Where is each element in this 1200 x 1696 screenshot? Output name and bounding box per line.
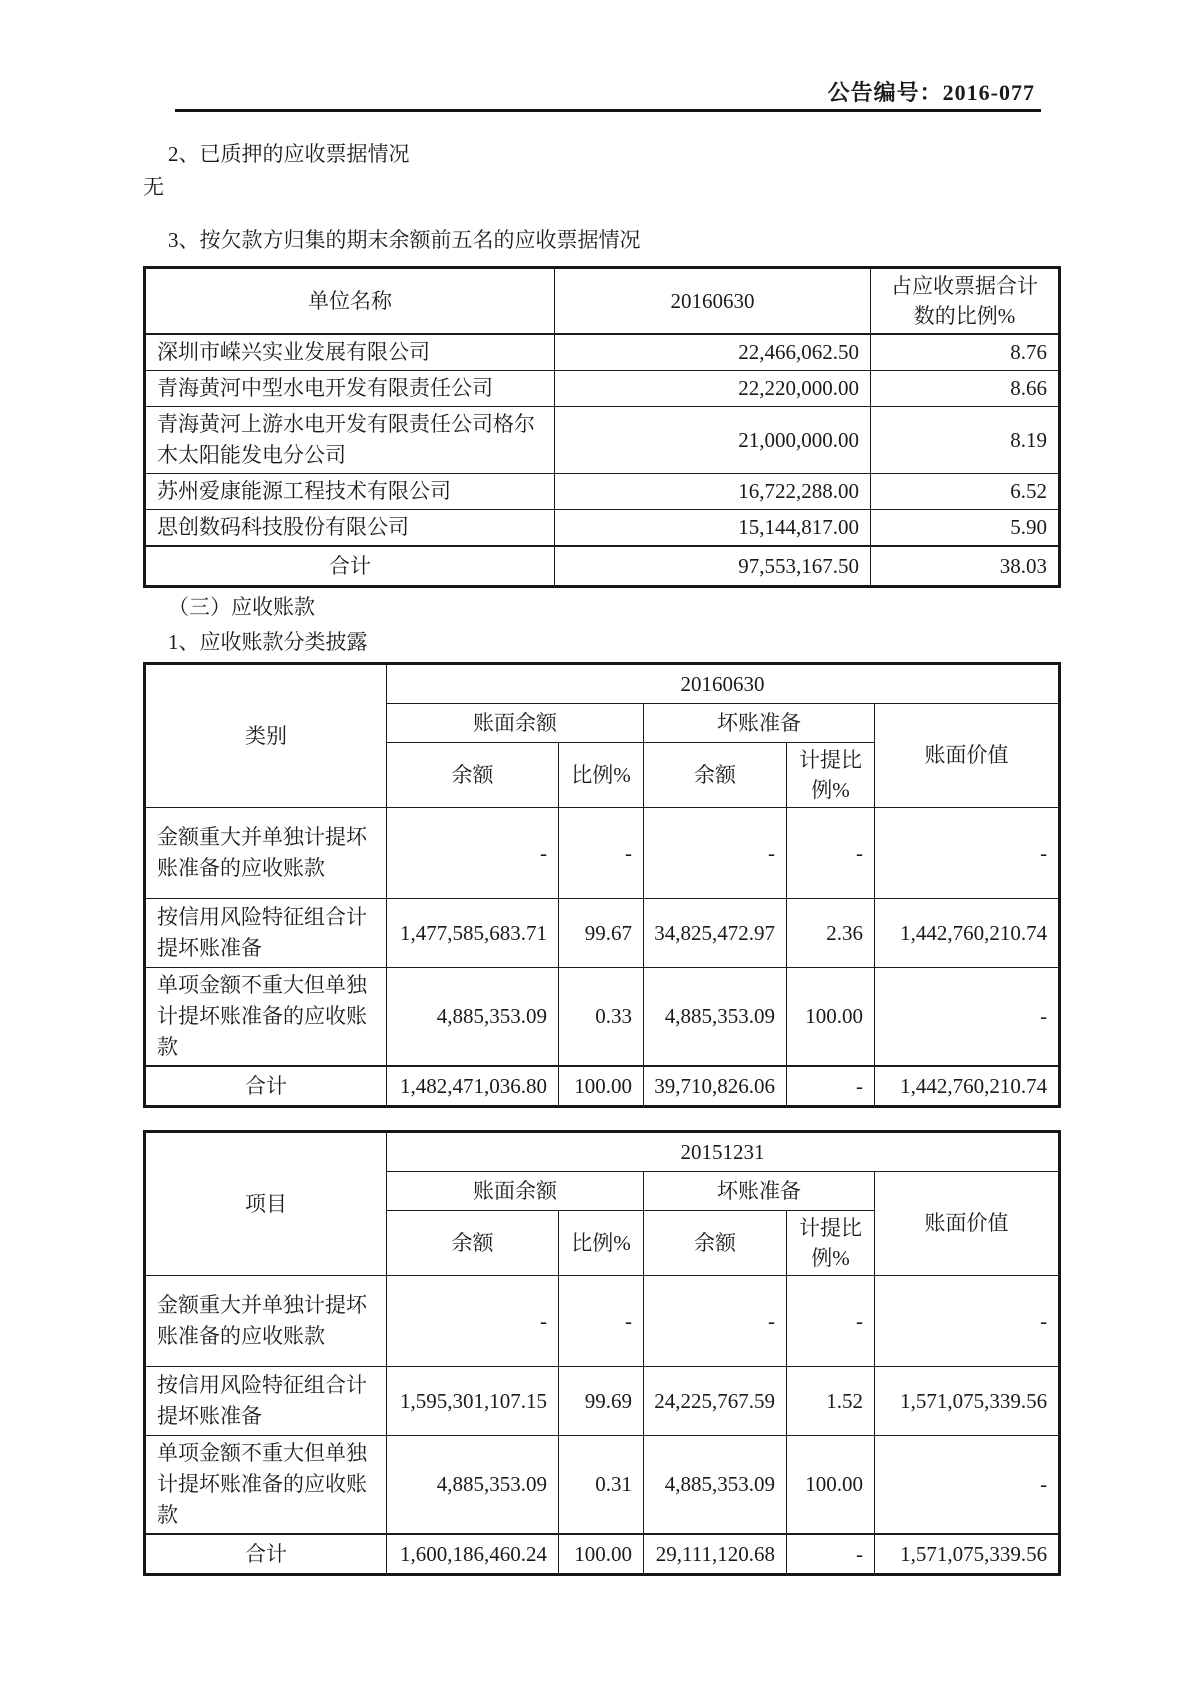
amount-cell: 21,000,000.00 [555,407,871,474]
book-value-cell: 1,442,760,210.74 [875,1066,1060,1107]
doc-number: 公告编号：2016-077 [827,80,1035,105]
category-cell: 按信用风险特征组合计提坏账准备 [145,899,387,968]
balance-header: 余额 [387,1211,559,1276]
pct-header: 比例% [559,743,644,808]
balance-cell: 1,600,186,460.24 [387,1534,559,1575]
ratio-cell: 5.90 [871,510,1060,547]
company-cell: 思创数码科技股份有限公司 [145,510,555,547]
receivables-heading: （三）应收账款 [168,595,315,619]
total-row [145,1534,1060,1575]
pct-cell: 99.67 [559,899,644,968]
bad-debt-cell: 4,885,353.09 [644,968,787,1067]
amount-cell: 22,220,000.00 [555,371,871,407]
book-value-cell: - [875,968,1060,1067]
book-value-cell: - [875,1436,1060,1535]
balance-cell: 1,595,301,107.15 [387,1367,559,1436]
table-row [145,474,1060,510]
balance-cell: - [387,808,559,899]
section-3-title: 3、按欠款方归集的期末余额前五名的应收票据情况 [168,228,641,252]
total-label-cell: 合计 [145,546,555,587]
item-cell: 按信用风险特征组合计提坏账准备 [145,1367,387,1436]
table-row [145,407,1060,474]
book-value-header: 账面价值 [875,1172,1060,1276]
ratio-cell: 38.03 [871,546,1060,587]
ratio-header: 占应收票据合计数的比例% [871,268,1060,335]
item-cell: 单项金额不重大但单独计提坏账准备的应收账款 [145,1436,387,1535]
amount-cell: 16,722,288.00 [555,474,871,510]
book-value-header: 账面价值 [875,704,1060,808]
section-2-title: 2、已质押的应收票据情况 [168,142,410,166]
bad-debt-cell: - [644,808,787,899]
section-2-body: 无 [143,175,164,199]
total-row [145,546,1060,587]
total-label-cell: 合计 [145,1534,387,1575]
table-row [145,1367,1060,1436]
ratio-cell: 8.76 [871,334,1060,371]
amount-cell: 22,466,062.50 [555,334,871,371]
table-row [145,899,1060,968]
table-header-row [145,268,1060,335]
company-cell: 深圳市嵘兴实业发展有限公司 [145,334,555,371]
item-cell: 金额重大并单独计提坏账准备的应收账款 [145,1276,387,1367]
company-cell: 青海黄河中型水电开发有限责任公司 [145,371,555,407]
amount-cell: 15,144,817.00 [555,510,871,547]
period-header: 20160630 [387,664,1060,704]
book-value-cell: 1,571,075,339.56 [875,1367,1060,1436]
item-header: 项目 [145,1132,387,1276]
table-row [145,968,1060,1067]
category-header: 类别 [145,664,387,808]
provision-pct-cell: 2.36 [787,899,875,968]
top5-notes-table [143,266,1061,588]
bad-debt-balance-header: 余额 [644,743,787,808]
pct-cell: 0.33 [559,968,644,1067]
provision-pct-cell: 100.00 [787,968,875,1067]
table-header-row [145,1132,1060,1172]
pct-cell: - [559,1276,644,1367]
bad-debt-group-header: 坏账准备 [644,704,875,743]
balance-cell: 1,482,471,036.80 [387,1066,559,1107]
category-cell: 金额重大并单独计提坏账准备的应收账款 [145,808,387,899]
provision-pct-header: 计提比例% [787,1211,875,1276]
table-row [145,334,1060,371]
ar-classification-table-2016 [143,662,1061,1108]
book-value-cell: 1,442,760,210.74 [875,899,1060,968]
period-header: 20151231 [387,1132,1060,1172]
balance-cell: - [387,1276,559,1367]
balance-header: 余额 [387,743,559,808]
table-row [145,1436,1060,1535]
balance-cell: 4,885,353.09 [387,1436,559,1535]
table-row [145,510,1060,547]
total-label-cell: 合计 [145,1066,387,1107]
book-value-cell: - [875,1276,1060,1367]
provision-pct-cell: - [787,1534,875,1575]
pct-cell: 100.00 [559,1066,644,1107]
ratio-cell: 6.52 [871,474,1060,510]
table-row [145,1276,1060,1367]
amount-cell: 97,553,167.50 [555,546,871,587]
book-value-cell: - [875,808,1060,899]
table-row [145,808,1060,899]
pct-header: 比例% [559,1211,644,1276]
category-cell: 单项金额不重大但单独计提坏账准备的应收账款 [145,968,387,1067]
table-row [145,371,1060,407]
ratio-cell: 8.19 [871,407,1060,474]
bad-debt-cell: 29,111,120.68 [644,1534,787,1575]
classification-heading: 1、应收账款分类披露 [168,630,368,654]
bad-debt-cell: - [644,1276,787,1367]
bad-debt-cell: 39,710,826.06 [644,1066,787,1107]
book-value-cell: 1,571,075,339.56 [875,1534,1060,1575]
bad-debt-cell: 4,885,353.09 [644,1436,787,1535]
company-name-header: 单位名称 [145,268,555,335]
company-cell: 苏州爱康能源工程技术有限公司 [145,474,555,510]
pct-cell: 100.00 [559,1534,644,1575]
book-balance-group-header: 账面余额 [387,1172,644,1211]
provision-pct-cell: 100.00 [787,1436,875,1535]
provision-pct-cell: 1.52 [787,1367,875,1436]
period-header: 20160630 [555,268,871,335]
provision-pct-cell: - [787,808,875,899]
balance-cell: 4,885,353.09 [387,968,559,1067]
pct-cell: - [559,808,644,899]
total-row [145,1066,1060,1107]
book-balance-group-header: 账面余额 [387,704,644,743]
provision-pct-cell: - [787,1276,875,1367]
pct-cell: 99.69 [559,1367,644,1436]
bad-debt-group-header: 坏账准备 [644,1172,875,1211]
header-rule [175,109,1041,112]
provision-pct-header: 计提比例% [787,743,875,808]
table-header-row [145,664,1060,704]
pct-cell: 0.31 [559,1436,644,1535]
bad-debt-balance-header: 余额 [644,1211,787,1276]
bad-debt-cell: 34,825,472.97 [644,899,787,968]
ar-classification-table-2015 [143,1130,1061,1576]
ratio-cell: 8.66 [871,371,1060,407]
balance-cell: 1,477,585,683.71 [387,899,559,968]
bad-debt-cell: 24,225,767.59 [644,1367,787,1436]
provision-pct-cell: - [787,1066,875,1107]
company-cell: 青海黄河上游水电开发有限责任公司格尔木太阳能发电分公司 [145,407,555,474]
